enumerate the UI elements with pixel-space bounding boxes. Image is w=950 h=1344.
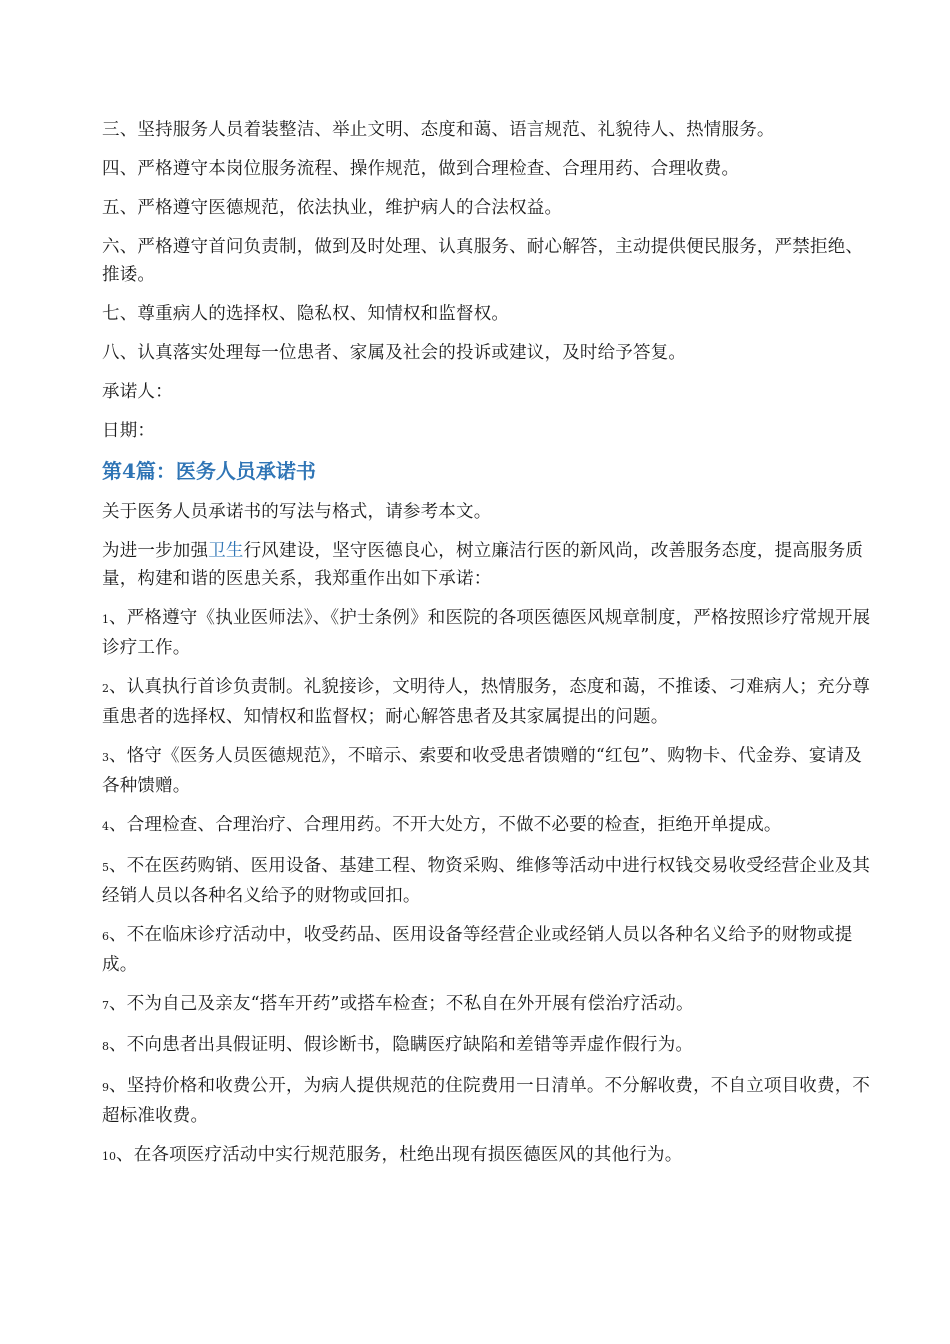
commitment-text: 、坚持价格和收费公开，为病人提供规范的住院费用一日清单。不分解收费，不自立项目收费，不超标准收费。 bbox=[102, 1076, 871, 1126]
document-page bbox=[102, 116, 872, 1182]
promisor-label: 承诺人： bbox=[102, 382, 173, 402]
commitment-number: 1 bbox=[102, 613, 109, 626]
commitment-text: 、严格遵守《执业医师法》、《护士条例》和医院的各项医德医风规章制度，严格按照诊疗常规开展诊疗工作。 bbox=[102, 608, 871, 658]
intro-item-5: 五、严格遵守医德规范，依法执业，维护病人的合法权益。 bbox=[102, 198, 563, 218]
commitment-number: 4 bbox=[102, 820, 109, 833]
date-label: 日期： bbox=[102, 421, 156, 441]
intro-item-3: 三、坚持服务人员着装整洁、举止文明、态度和蔼、语言规范、礼貌待人、热情服务。 bbox=[102, 120, 775, 140]
intro-item-6: 六、严格遵守首问负责制，做到及时处理、认真服务、耐心解答，主动提供便民服务，严禁拒绝、推诿。 bbox=[102, 237, 864, 285]
commitment-item bbox=[102, 1072, 872, 1130]
intro-item-8: 八、认真落实处理每一位患者、家属及社会的投诉或建议，及时给予答复。 bbox=[102, 343, 687, 363]
commitment-item bbox=[102, 852, 872, 910]
commitment-item bbox=[102, 742, 872, 800]
commitment-number: 3 bbox=[102, 751, 109, 764]
commitment-text: 、不在临床诊疗活动中，收受药品、医用设备等经营企业或经销人员以各种名义给予的财物或提成。 bbox=[102, 925, 853, 975]
commitment-item bbox=[102, 1141, 872, 1171]
commitment-text: 、认真执行首诊负责制。礼貌接诊，文明待人，热情服务，态度和蔼，不推诿、刁难病人；充分尊重患者的选择权、知情权和监督权；耐心解答患者及其家属提出的问题。 bbox=[102, 677, 871, 727]
commitment-item bbox=[102, 990, 872, 1020]
intro-item-7: 七、尊重病人的选择权、隐私权、知情权和监督权。 bbox=[102, 304, 510, 324]
preface-before-link: 为进一步加强 bbox=[102, 541, 209, 561]
commitment-item bbox=[102, 604, 872, 662]
commitment-number: 5 bbox=[102, 861, 109, 874]
commitment-number: 7 bbox=[102, 999, 109, 1012]
commitment-item bbox=[102, 1031, 872, 1061]
commitment-item bbox=[102, 673, 872, 731]
commitment-number: 9 bbox=[102, 1081, 109, 1094]
commitment-item bbox=[102, 921, 872, 979]
commitment-text: 、在各项医疗活动中实行规范服务，杜绝出现有损医德医风的其他行为。 bbox=[116, 1145, 683, 1165]
commitment-number: 6 bbox=[102, 930, 109, 943]
commitment-number: 10 bbox=[102, 1150, 116, 1163]
commitment-number: 8 bbox=[102, 1040, 109, 1053]
health-link[interactable]: 卫生 bbox=[208, 541, 244, 561]
commitment-text: 、恪守《医务人员医德规范》，不暗示、索要和收受患者馈赠的“红包”、购物卡、代金券、宴请及各种馈赠。 bbox=[102, 746, 862, 796]
section-intro: 关于医务人员承诺书的写法与格式，请参考本文。 bbox=[102, 502, 492, 522]
preface-paragraph bbox=[102, 537, 872, 593]
preface-after-link: 行风建设，坚守医德良心，树立廉洁行医的新风尚，改善服务态度，提高服务质量，构建和谐的医患关系，我郑重作出如下承诺： bbox=[102, 541, 864, 589]
commitment-text: 、合理检查、合理治疗、合理用药。不开大处方，不做不必要的检查，拒绝开单提成。 bbox=[109, 815, 782, 835]
commitment-text: 、不在医药购销、医用设备、基建工程、物资采购、维修等活动中进行权钱交易收受经营企业及其经销人员以各种名义给予的财物或回扣。 bbox=[102, 856, 871, 906]
commitment-number: 2 bbox=[102, 682, 109, 695]
intro-item-4: 四、严格遵守本岗位服务流程、操作规范，做到合理检查、合理用药、合理收费。 bbox=[102, 159, 740, 179]
commitment-item bbox=[102, 811, 872, 841]
commitment-text: 、不向患者出具假证明、假诊断书，隐瞒医疗缺陷和差错等弄虚作假行为。 bbox=[109, 1035, 694, 1055]
section-heading: 第4篇：医务人员承诺书 bbox=[102, 459, 316, 483]
commitment-text: 、不为自己及亲友“搭车开药”或搭车检查；不私自在外开展有偿治疗活动。 bbox=[109, 994, 694, 1014]
